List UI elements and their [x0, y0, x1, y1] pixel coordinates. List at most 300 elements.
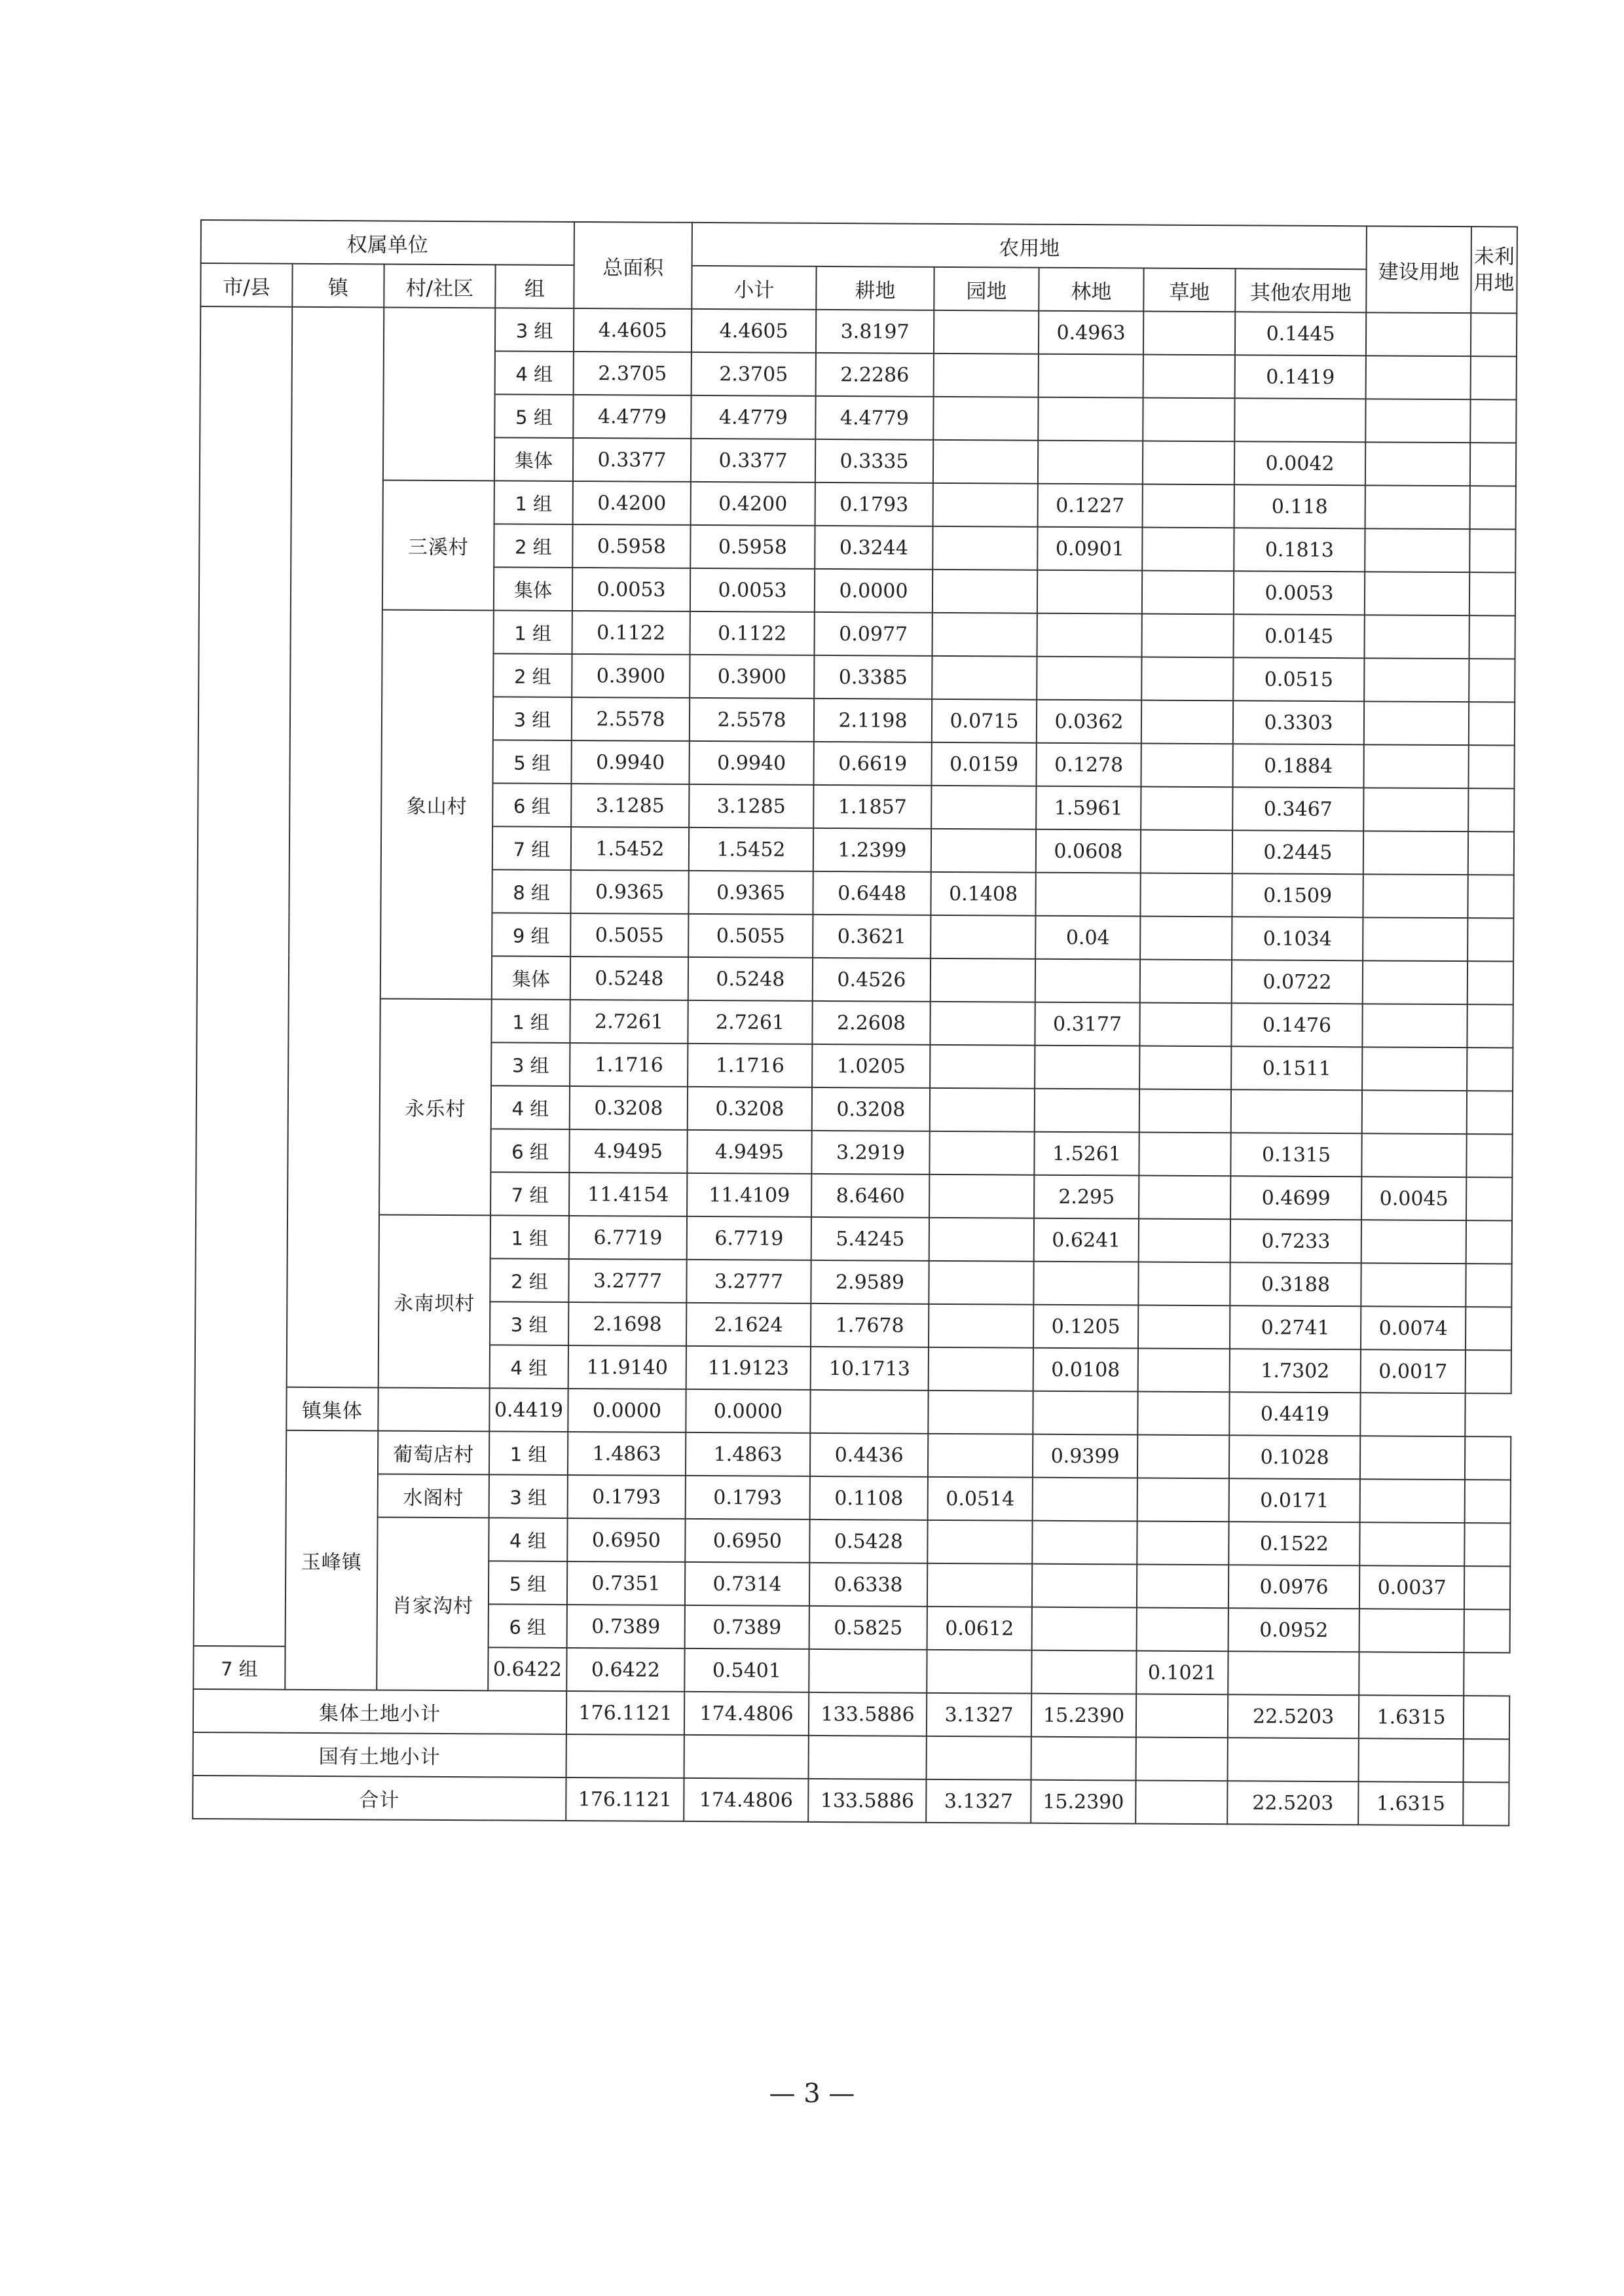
value-cell-grass: [1139, 1176, 1230, 1220]
value-cell-unused: [1468, 831, 1514, 875]
group-cell: 6 组: [490, 1129, 569, 1173]
value-cell-total: 2.1698: [568, 1302, 686, 1346]
value-cell-unused: [1360, 1393, 1465, 1436]
group-cell: 4 组: [489, 1518, 567, 1561]
value-cell-garden: [927, 1563, 1032, 1607]
value-cell-sub: 1.5452: [689, 828, 813, 871]
value-cell-constr: 0.0074: [1361, 1306, 1466, 1350]
value-cell-sub: 0.0000: [568, 1389, 686, 1432]
value-cell-grass: [1143, 398, 1234, 442]
value-cell-grass: [1139, 1133, 1230, 1176]
value-cell-forest: [1037, 613, 1142, 657]
town-header: 镇: [292, 264, 384, 308]
summary-value-other: 22.5203: [1228, 1694, 1359, 1738]
value-cell-garden: [932, 570, 1037, 613]
value-cell-constr: [1362, 1004, 1467, 1048]
town-cell: 玉峰镇: [285, 1430, 378, 1690]
group-cell: 9 组: [492, 913, 570, 957]
value-cell-garden: [932, 613, 1037, 657]
value-cell-grass: [1141, 657, 1233, 701]
village-cell: 三溪村: [382, 480, 494, 610]
value-cell-constr: [1363, 960, 1467, 1004]
value-cell-arable: 0.0000: [815, 569, 932, 613]
header-row-2: [200, 263, 1517, 314]
value-cell-grass: [1139, 1219, 1230, 1263]
value-cell-forest: [927, 1650, 1031, 1694]
value-cell-other: 0.1522: [1228, 1522, 1359, 1565]
value-cell-constr: [1365, 572, 1469, 615]
value-cell-forest: 0.3177: [1035, 1002, 1139, 1046]
value-cell-sub: 0.6950: [685, 1519, 809, 1563]
value-cell-forest: [1035, 873, 1140, 917]
table-row: [200, 479, 1516, 530]
value-cell-unused: [1466, 1177, 1512, 1220]
table-row: [196, 998, 1513, 1048]
value-cell-arable: 0.4436: [810, 1433, 928, 1477]
value-cell-constr: [1360, 1479, 1465, 1523]
value-cell-forest: [1032, 1564, 1137, 1608]
value-cell-grass: [1137, 1435, 1229, 1479]
value-cell-other: 0.1419: [1235, 355, 1366, 399]
value-cell-grass: [1140, 917, 1232, 960]
summary-value-constr: 1.6315: [1359, 1695, 1464, 1739]
value-cell-other: 0.1034: [1232, 917, 1363, 960]
value-cell-forest: [1037, 570, 1142, 614]
value-cell-arable: 1.7678: [811, 1303, 929, 1347]
value-cell-total: 0.6422: [488, 1647, 566, 1691]
value-cell-other: 0.1884: [1232, 744, 1363, 788]
group-cell: 1 组: [491, 999, 570, 1043]
value-cell-garden: [931, 915, 1035, 959]
group-cell: 6 组: [489, 1604, 567, 1648]
value-cell-grass: [1140, 960, 1232, 1004]
value-cell-constr: [1361, 1220, 1466, 1264]
group-cell: 4 组: [495, 351, 574, 395]
page-number: — 3 —: [769, 2079, 855, 2109]
value-cell-garden: [931, 829, 1036, 873]
value-cell-sub: 0.3900: [690, 655, 814, 699]
value-cell-arable: 0.1793: [815, 483, 933, 526]
value-cell-sub: 2.5578: [690, 698, 814, 742]
value-cell-constr: [1365, 442, 1470, 486]
village-header: 村/社区: [384, 264, 495, 308]
group-cell: 3 组: [495, 308, 574, 352]
value-cell-sub: 2.1624: [686, 1303, 811, 1347]
value-cell-arable: 0.4526: [813, 958, 931, 1002]
group-cell: 1 组: [494, 481, 573, 524]
value-cell-constr: [1365, 615, 1469, 659]
value-cell-garden: [809, 1649, 927, 1693]
summary-value-sub: [684, 1735, 809, 1779]
village-cell: 永南坝村: [378, 1214, 490, 1388]
summary-value-forest: 15.2390: [1031, 1780, 1135, 1824]
summary-value-sub: 174.4806: [684, 1692, 809, 1736]
value-cell-grass: [1141, 744, 1232, 788]
value-cell-grass: [1143, 484, 1234, 528]
value-cell-constr: [1362, 1047, 1467, 1091]
value-cell-other: 0.2741: [1230, 1305, 1361, 1349]
value-cell-constr: [1365, 485, 1470, 529]
value-cell-constr: [1361, 1263, 1466, 1307]
value-cell-unused: [1464, 1566, 1510, 1609]
value-cell-garden: [932, 656, 1037, 700]
value-cell-total: 0.1122: [572, 611, 690, 655]
value-cell-sub: 4.4779: [691, 395, 815, 439]
value-cell-grass: [1139, 1089, 1231, 1133]
table-row: [196, 1214, 1512, 1264]
value-cell-forest: 0.0608: [1036, 829, 1141, 873]
value-cell-sub: 0.7314: [685, 1562, 809, 1606]
summary-value-total: [566, 1734, 684, 1778]
value-cell-total: 0.7351: [567, 1561, 685, 1605]
table-row: [194, 1387, 1511, 1437]
value-cell-unused: [1467, 1048, 1513, 1091]
summary-label: 集体土地小计: [193, 1689, 566, 1734]
group-cell: 7 组: [490, 1172, 569, 1216]
value-cell-garden: 0.1408: [931, 872, 1035, 916]
value-cell-arable: 0.0000: [686, 1389, 810, 1433]
value-cell-constr: [1228, 1651, 1359, 1695]
value-cell-other: 0.1813: [1234, 528, 1365, 572]
value-cell-other: 0.0053: [1234, 571, 1365, 615]
table-row: [194, 1430, 1511, 1480]
value-cell-total: 0.6950: [567, 1518, 685, 1562]
summary-row: [193, 1689, 1509, 1740]
value-cell-arable: 1.0205: [812, 1044, 930, 1088]
value-cell-arable: 0.5825: [809, 1606, 927, 1650]
group-cell: 5 组: [489, 1561, 567, 1605]
value-cell-other: 0.1028: [1229, 1435, 1360, 1479]
value-cell-constr: [1359, 1609, 1464, 1652]
value-cell-total: 0.5248: [570, 957, 688, 1000]
value-cell-total: 11.9140: [568, 1345, 686, 1389]
value-cell-total: 3.1285: [571, 784, 689, 828]
value-cell-garden: [929, 1131, 1034, 1175]
value-cell-arable: 1.2399: [813, 828, 931, 872]
value-cell-arable: 1.1857: [813, 785, 931, 829]
other-agri-header: 其他农用地: [1235, 268, 1366, 312]
value-cell-garden: [930, 1088, 1035, 1132]
value-cell-unused: [1467, 1004, 1513, 1048]
value-cell-total: 6.7719: [569, 1216, 687, 1260]
summary-value-garden: 3.1327: [927, 1693, 1031, 1737]
value-cell-garden: [933, 397, 1038, 441]
land-area-table: [192, 219, 1518, 1827]
value-cell-forest: [1037, 657, 1141, 701]
value-cell-arable: 0.3244: [815, 526, 932, 570]
value-cell-other: 0.0171: [1229, 1478, 1360, 1522]
value-cell-arable: 0.6338: [809, 1563, 927, 1607]
value-cell-constr: 0.4419: [1229, 1392, 1360, 1436]
value-cell-unused: [1469, 529, 1515, 572]
value-cell-sub: 0.5958: [690, 525, 815, 569]
summary-value-garden: 3.1327: [926, 1779, 1031, 1823]
subtotal-header: 小计: [692, 266, 816, 310]
value-cell-arable: 2.9589: [811, 1260, 929, 1304]
value-cell-sub: 0.9365: [688, 871, 813, 915]
value-cell-garden: [931, 786, 1036, 829]
value-cell-total: 2.7261: [570, 1000, 688, 1044]
value-cell-grass: [1141, 701, 1233, 744]
group-cell: 6 组: [492, 783, 571, 827]
value-cell-unused: [1467, 918, 1513, 961]
value-cell-sub: 0.3208: [688, 1087, 812, 1131]
value-cell-sub: 3.1285: [689, 784, 813, 828]
value-cell-sub: 0.3377: [691, 439, 815, 483]
table-row: [194, 1473, 1511, 1523]
city-county-cell: [194, 306, 293, 1647]
summary-label: 国有土地小计: [193, 1732, 566, 1777]
group-cell: 5 组: [492, 740, 571, 784]
value-cell-forest: [928, 1391, 1033, 1434]
summary-row: [193, 1732, 1509, 1783]
value-cell-arable: 10.1713: [811, 1347, 929, 1391]
summary-value-constr: [1359, 1738, 1464, 1782]
value-cell-forest: [1033, 1262, 1138, 1305]
summary-value-unused: [1464, 1696, 1509, 1739]
village-cell: [383, 307, 495, 481]
value-cell-grass: [1137, 1478, 1229, 1522]
value-cell-garden: 0.0514: [928, 1477, 1033, 1521]
value-cell-total: 3.2777: [568, 1259, 686, 1303]
group-cell: 7 组: [492, 826, 571, 870]
value-cell-garden: 0.0612: [927, 1607, 1032, 1650]
value-cell-unused: [1471, 313, 1517, 356]
value-cell-arable: 2.1198: [814, 699, 932, 742]
value-cell-constr: [1365, 399, 1470, 443]
value-cell-unused: [1469, 745, 1515, 788]
value-cell-total: 0.0053: [572, 568, 690, 611]
value-cell-arable: 0.6619: [813, 742, 931, 786]
value-cell-garden: [810, 1390, 928, 1434]
summary-value-total: 176.1121: [566, 1777, 684, 1821]
unused-land-header: 未利用地: [1471, 227, 1517, 313]
value-cell-other: 0.1021: [1136, 1651, 1228, 1695]
construction-land-header: 建设用地: [1366, 226, 1471, 313]
value-cell-sub: 2.3705: [692, 352, 816, 396]
summary-value-arable: 133.5886: [808, 1779, 926, 1823]
value-cell-arable: 4.4779: [815, 396, 933, 440]
value-cell-garden: [931, 958, 1035, 1002]
value-cell-unused: [1465, 1480, 1511, 1523]
value-cell-grass: [1137, 1608, 1228, 1652]
group-cell: 4 组: [491, 1085, 570, 1129]
value-cell-total: 0.3900: [572, 654, 690, 698]
value-cell-unused: [1466, 1220, 1512, 1264]
summary-value-forest: 15.2390: [1031, 1694, 1136, 1738]
value-cell-arable: 5.4245: [811, 1217, 929, 1261]
value-cell-forest: 0.4963: [1039, 311, 1143, 355]
summary-value-constr: 1.6315: [1358, 1781, 1463, 1825]
header-row-1: [201, 220, 1517, 270]
value-cell-total: 0.5055: [570, 913, 688, 957]
land-ownership-table-sheet: [191, 219, 1517, 1928]
value-cell-forest: [1033, 1478, 1137, 1522]
value-cell-other: 0.0976: [1228, 1565, 1359, 1609]
city-county-header: 市/县: [200, 263, 292, 307]
value-cell-sub: 1.1716: [688, 1044, 812, 1087]
value-cell-forest: [1035, 1089, 1139, 1133]
value-cell-constr: [1364, 658, 1469, 702]
value-cell-constr: [1363, 831, 1468, 875]
group-cell: 2 组: [490, 1258, 568, 1302]
value-cell-unused: [1467, 961, 1513, 1004]
value-cell-arable: 0.6448: [813, 871, 931, 915]
value-cell-sub: 0.1793: [686, 1476, 810, 1520]
value-cell-grass: [1137, 1522, 1228, 1565]
value-cell-constr: 0.0045: [1361, 1176, 1466, 1220]
value-cell-forest: 1.5961: [1036, 786, 1141, 830]
village-cell: 镇集体: [286, 1387, 378, 1431]
summary-value-unused: [1463, 1782, 1509, 1825]
value-cell-other: 0.3303: [1233, 701, 1364, 744]
value-cell-unused: [1470, 399, 1516, 443]
summary-value-unused: [1464, 1739, 1509, 1782]
value-cell-arable: 2.2286: [816, 353, 934, 397]
value-cell-constr: [1361, 1133, 1466, 1177]
group-cell: 2 组: [494, 524, 572, 568]
value-cell-forest: 2.295: [1034, 1175, 1139, 1219]
value-cell-other: 0.1445: [1235, 312, 1366, 355]
value-cell-garden: [930, 1002, 1035, 1046]
value-cell-total: 0.1793: [568, 1475, 686, 1519]
value-cell-constr: [1363, 874, 1467, 918]
value-cell-other: 0.3467: [1232, 787, 1363, 831]
value-cell-constr: [1364, 701, 1469, 745]
value-cell-garden: [929, 1261, 1033, 1305]
value-cell-total: 4.9495: [569, 1129, 687, 1173]
value-cell-forest: 0.1205: [1033, 1305, 1138, 1349]
group-cell: 集体: [492, 956, 570, 1000]
value-cell-grass: [1141, 787, 1232, 831]
summary-value-grass: [1136, 1738, 1228, 1781]
value-cell-total: 0.3208: [570, 1086, 688, 1130]
value-cell-constr: [1363, 917, 1467, 961]
value-cell-total: 2.5578: [572, 697, 690, 741]
value-cell-grass: [1139, 1046, 1231, 1090]
value-cell-forest: 0.04: [1035, 916, 1140, 960]
value-cell-forest: 1.5261: [1034, 1132, 1139, 1176]
value-cell-total: 0.3377: [573, 438, 691, 482]
value-cell-other: 0.4699: [1230, 1176, 1361, 1220]
arable-header: 耕地: [816, 266, 934, 310]
value-cell-sub: 0.9940: [689, 741, 813, 785]
summary-value-forest: [1031, 1737, 1136, 1781]
value-cell-other: [1137, 1392, 1229, 1436]
group-cell: [378, 1387, 489, 1431]
value-cell-garden: [934, 354, 1039, 397]
value-cell-sub: 0.1122: [690, 611, 815, 655]
summary-label: 合计: [193, 1776, 566, 1821]
value-cell-total: 4.4779: [573, 395, 691, 439]
value-cell-garden: [933, 483, 1038, 527]
summary-value-total: 176.1121: [566, 1691, 684, 1735]
value-cell-sub: 3.2777: [686, 1260, 811, 1303]
owner-unit-header: 权属单位: [201, 220, 574, 265]
value-cell-unused: [1465, 1436, 1511, 1480]
value-cell-garden: [932, 526, 1037, 570]
group-cell: 3 组: [491, 1042, 570, 1086]
value-cell-arable: 2.2608: [812, 1001, 930, 1045]
group-cell: 3 组: [493, 697, 572, 740]
value-cell-forest: [1032, 1521, 1137, 1565]
value-cell-other: 0.0042: [1234, 441, 1365, 485]
value-cell-forest: [1038, 397, 1143, 441]
value-cell-sub: 4.4605: [692, 309, 816, 353]
value-cell-unused: [1466, 1307, 1511, 1350]
group-cell: 集体: [494, 437, 573, 481]
value-cell-garden: [929, 1347, 1033, 1391]
value-cell-sub: 11.9123: [686, 1346, 811, 1390]
value-cell-constr: [1366, 312, 1471, 356]
value-cell-constr: [1366, 355, 1471, 399]
town-cell: [287, 307, 384, 1388]
value-cell-arable: 0.3208: [812, 1087, 930, 1131]
value-cell-other: 0.3188: [1230, 1262, 1361, 1306]
value-cell-grass: [1143, 312, 1235, 355]
group-cell: 5 组: [494, 394, 573, 438]
value-cell-arable: 0.3385: [814, 655, 932, 699]
group-cell: 7 组: [193, 1646, 285, 1690]
value-cell-forest: 0.0362: [1037, 700, 1141, 744]
value-cell-other: 0.1315: [1230, 1133, 1361, 1176]
value-cell-forest: [1035, 959, 1140, 1003]
value-cell-unused: [1468, 788, 1514, 831]
value-cell-sub: 0.5055: [688, 914, 813, 958]
total-area-header: 总面积: [574, 222, 692, 309]
value-cell-grass: [1143, 355, 1235, 399]
value-cell-constr: 0.0017: [1361, 1349, 1466, 1393]
value-cell-total: 1.5452: [571, 827, 689, 871]
village-cell: 葡萄店村: [378, 1430, 489, 1474]
value-cell-other: 0.7233: [1230, 1219, 1361, 1263]
value-cell-other: 0.118: [1234, 484, 1365, 528]
value-cell-garden: [927, 1520, 1032, 1564]
value-cell-garden: [933, 440, 1038, 484]
garden-header: 园地: [934, 267, 1039, 311]
value-cell-forest: 0.6241: [1034, 1218, 1139, 1262]
value-cell-sub: 11.4109: [687, 1173, 811, 1217]
value-cell-grass: [1141, 830, 1232, 874]
value-cell-forest: [1032, 1607, 1137, 1651]
value-cell-sub: 1.4863: [686, 1432, 810, 1476]
value-cell-unused: [1467, 875, 1513, 918]
group-cell: 4 组: [490, 1345, 568, 1389]
group-cell: 2 组: [493, 653, 572, 697]
value-cell-unused: [1469, 572, 1515, 615]
value-cell-garden: [929, 1218, 1034, 1262]
value-cell-unused: [1466, 1264, 1511, 1307]
value-cell-arable: 8.6460: [811, 1174, 929, 1218]
value-cell-garden: 0.0715: [932, 699, 1037, 743]
village-cell: 肖家沟村: [377, 1517, 489, 1690]
grass-header: 草地: [1143, 268, 1235, 312]
value-cell-garden: [934, 310, 1039, 354]
value-cell-other: 0.2445: [1232, 830, 1363, 874]
value-cell-other: 0.1476: [1231, 1003, 1362, 1047]
value-cell-unused: [1471, 356, 1517, 399]
value-cell-unused: [1469, 659, 1515, 702]
value-cell-unused: [1466, 1134, 1512, 1177]
value-cell-grass: [1138, 1262, 1230, 1306]
value-cell-other: [1234, 398, 1365, 442]
value-cell-grass: [1033, 1391, 1137, 1435]
value-cell-grass: [1031, 1650, 1136, 1694]
value-cell-grass: [1138, 1349, 1230, 1393]
group-cell: 1 组: [490, 1215, 569, 1259]
value-cell-other: [1231, 1089, 1362, 1133]
summary-value-arable: 133.5886: [809, 1692, 927, 1736]
